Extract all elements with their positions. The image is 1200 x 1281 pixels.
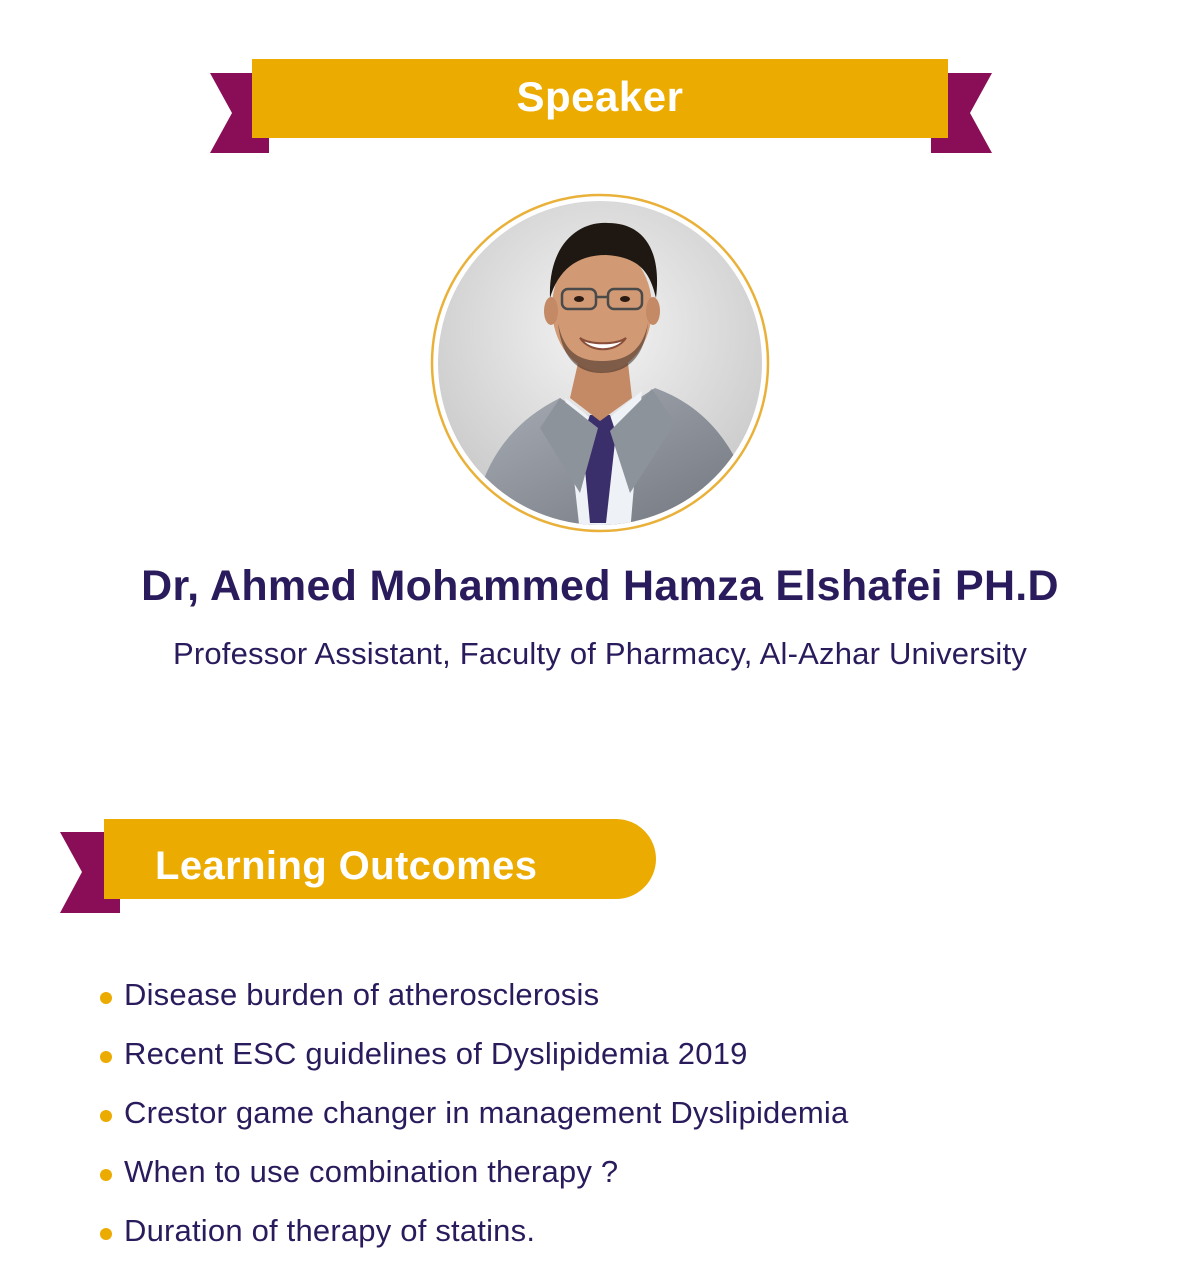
list-item [100,1083,848,1142]
bullet-dot-icon [100,1169,112,1181]
outcomes-list [100,965,848,1260]
bullet-dot-icon [100,1051,112,1063]
portrait-photo [430,193,770,533]
speaker-ribbon [0,0,1200,160]
speaker-heading: Speaker [516,72,684,120]
bullet-dot-icon [100,1110,112,1122]
speaker-role: Professor Assistant, Faculty of Pharmacy, Al-Azhar University [172,636,1028,671]
list-item-text: When to use combination therapy ? [124,1153,619,1189]
list-item [100,965,848,1024]
bullet-dot-icon [100,1228,112,1240]
bullet-dot-icon [100,992,112,1004]
list-item-text: Crestor game changer in management Dyslipidemia [124,1094,849,1130]
list-item-text: Recent ESC guidelines of Dyslipidemia 2019 [124,1035,748,1071]
list-item [100,1024,848,1083]
speaker-name: Dr, Ahmed Mohammed Hamza Elshafei PH.D [141,562,1059,610]
outcomes-ribbon [0,810,700,920]
list-item [100,1201,848,1260]
speaker-portrait [430,193,770,533]
list-item-text: Duration of therapy of statins. [124,1212,536,1248]
list-item [100,1142,848,1201]
list-item-text: Disease burden of atherosclerosis [124,976,600,1012]
outcomes-heading: Learning Outcomes [155,843,538,888]
